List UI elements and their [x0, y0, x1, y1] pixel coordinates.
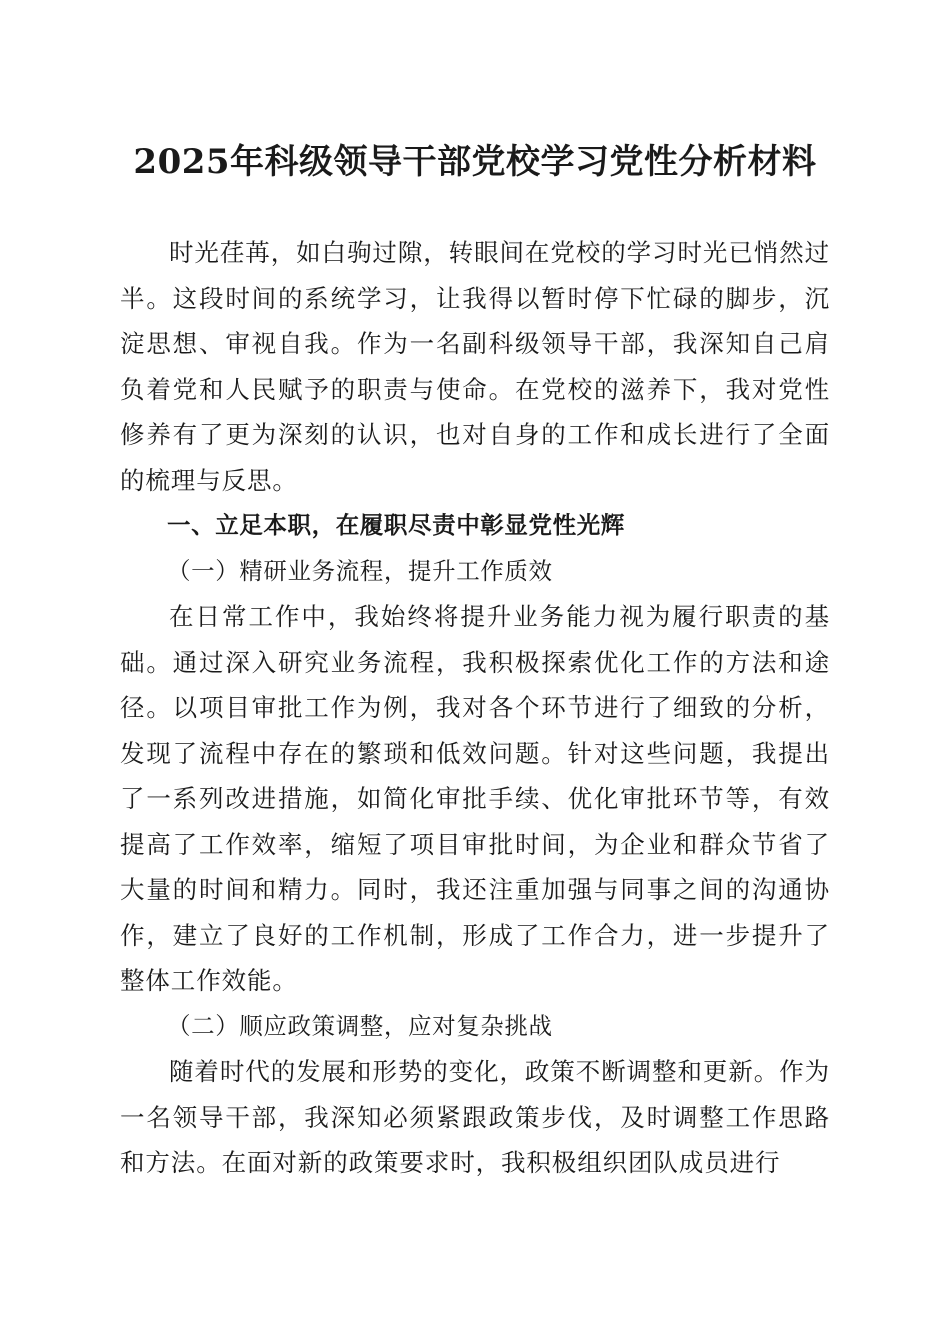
- document-body: [120, 230, 830, 1186]
- subsection-paragraph-2: 随着时代的发展和形势的变化，政策不断调整和更新。作为一名领导干部，我深知必须紧跟政策步伐，及时调整工作思路和方法。在面对新的政策要求时，我积极组织团队成员进行: [120, 1057, 830, 1177]
- subsection-heading-1: （一）精研业务流程，提升工作质效: [167, 556, 553, 585]
- document-title: 2025年科级领导干部党校学习党性分析材料: [133, 142, 817, 182]
- section-heading-1: 一、立足本职，在履职尽责中彰显党性光辉: [167, 511, 625, 539]
- subsection-paragraph-1: 在日常工作中，我始终将提升业务能力视为履行职责的基础。通过深入研究业务流程，我积极探索优化工作的方法和途径。以项目审批工作为例，我对各个环节进行了细致的分析，发现了流程中存在的繁琐和低效问题。针对这些问题，我提出了一系列改进措施，如简化审批手续、优化审批环节等，有效提高了工作效率，缩短了项目审批时间，为企业和群众节省了大量的时间和精力。同时，我还注重加强与同事之间的沟通协作，建立了良好的工作机制，形成了工作合力，进一步提升了整体工作效能。: [120, 602, 830, 995]
- subsection-heading-2: （二）顺应政策调整，应对复杂挑战: [167, 1011, 553, 1040]
- intro-paragraph: 时光荏苒，如白驹过隙，转眼间在党校的学习时光已悄然过半。这段时间的系统学习，让我得以暂时停下忙碌的脚步，沉淀思想、审视自我。作为一名副科级领导干部，我深知自己肩负着党和人民赋予的职责与使命。在党校的滋养下，我对党性修养有了更为深刻的认识，也对自身的工作和成长进行了全面的梳理与反思。: [120, 238, 830, 495]
